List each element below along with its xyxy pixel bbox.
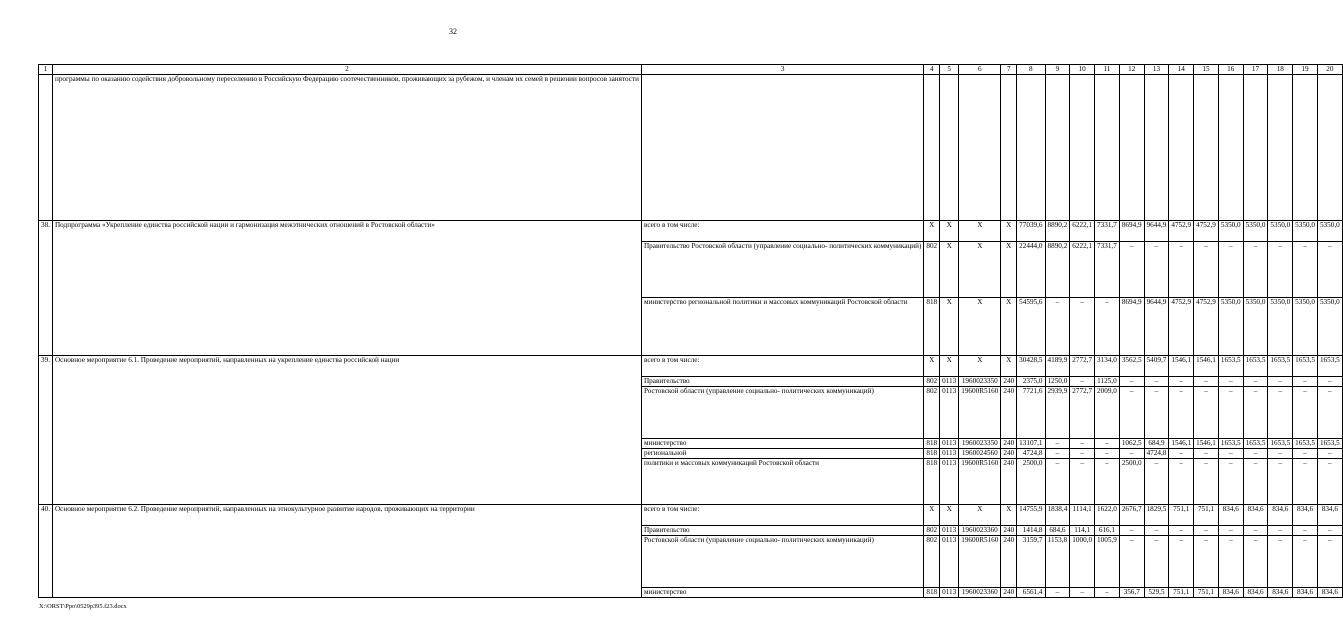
year-value-cell: 5350,0 (1317, 221, 1342, 242)
year-value-cell: – (1218, 526, 1243, 536)
vr-cell: 240 (1001, 439, 1017, 449)
vr-cell: X (1001, 356, 1017, 377)
vr-cell: 240 (1001, 459, 1017, 505)
year-value-cell: – (1169, 242, 1194, 298)
year-value-cell: 1653,5 (1268, 439, 1293, 449)
year-value-cell: 751,1 (1169, 588, 1194, 598)
year-value-cell: – (1243, 377, 1268, 387)
year-value-cell: – (1119, 387, 1144, 439)
rzpr-cell: X (940, 356, 959, 377)
year-value-cell: – (1070, 439, 1095, 449)
year-value-cell: – (1293, 526, 1318, 536)
year-value-cell: 3562,5 (1119, 356, 1144, 377)
year-value-cell: – (1095, 588, 1120, 598)
year-value-cell: – (1218, 242, 1243, 298)
column-number-row (39, 65, 1343, 75)
total-cell: 54595,6 (1017, 298, 1045, 356)
row-number-cell: 38. (39, 221, 53, 356)
year-value-cell: – (1317, 459, 1342, 505)
year-value-cell: 2676,7 (1119, 505, 1144, 526)
year-value-cell: 1653,5 (1317, 356, 1342, 377)
year-value-cell: – (1243, 387, 1268, 439)
column-number-3: 3 (641, 65, 923, 75)
year-value-cell: – (1317, 242, 1342, 298)
year-value-cell: 5350,0 (1218, 298, 1243, 356)
year-value-cell: 3134,0 (1095, 356, 1120, 377)
year-value-cell: – (1119, 377, 1144, 387)
year-value-cell: 4752,9 (1194, 298, 1219, 356)
year-value-cell: – (1169, 387, 1194, 439)
executor-cell: министерство региональной политики и массовых коммуникаций Ростовской области (641, 298, 923, 356)
rzpr-cell: 0113 (940, 377, 959, 387)
year-value-cell: – (1070, 298, 1095, 356)
year-value-cell: 2939,9 (1045, 387, 1070, 439)
total-cell: 14755,9 (1017, 505, 1045, 526)
year-value-cell: – (1243, 242, 1268, 298)
year-value-cell: – (1095, 459, 1120, 505)
year-value-cell: – (1218, 536, 1243, 588)
column-number-16: 16 (1218, 65, 1243, 75)
column-number-5: 5 (940, 65, 959, 75)
year-value-cell: 751,1 (1194, 588, 1219, 598)
year-value-cell: – (1144, 377, 1169, 387)
year-value-cell: 6222,1 (1070, 242, 1095, 298)
year-value-cell: – (1194, 536, 1219, 588)
year-value-cell: 5350,0 (1218, 221, 1243, 242)
grbs-cell: 802 (924, 526, 940, 536)
year-value-cell: 4752,9 (1194, 221, 1219, 242)
csr-cell: X (959, 356, 1001, 377)
year-value-cell: 1622,0 (1095, 505, 1120, 526)
grbs-cell: 818 (924, 459, 940, 505)
year-value-cell: – (1144, 536, 1169, 588)
csr-cell: X (959, 221, 1001, 242)
csr-cell: 1960023360 (959, 526, 1001, 536)
year-value-cell: 1838,4 (1045, 505, 1070, 526)
year-value-cell: – (1293, 242, 1318, 298)
year-value-cell: – (1194, 242, 1219, 298)
year-value-cell: 5409,7 (1144, 356, 1169, 377)
table-row (39, 356, 1343, 377)
year-value-cell: 7331,7 (1095, 221, 1120, 242)
year-value-cell: – (1169, 449, 1194, 459)
year-value-cell: – (1119, 526, 1144, 536)
csr-cell: X (959, 298, 1001, 356)
vr-cell: 240 (1001, 377, 1017, 387)
year-value-cell: – (1268, 387, 1293, 439)
year-value-cell: – (1293, 387, 1318, 439)
total-cell: 7721,6 (1017, 387, 1045, 439)
year-value-cell: – (1317, 377, 1342, 387)
total-cell: 2375,0 (1017, 377, 1045, 387)
vr-cell: 240 (1001, 536, 1017, 588)
year-value-cell: 684,6 (1045, 526, 1070, 536)
executor-cell: Правительство (641, 526, 923, 536)
year-value-cell: 1653,5 (1293, 356, 1318, 377)
year-value-cell: 834,6 (1218, 505, 1243, 526)
year-value-cell: 1653,5 (1268, 356, 1293, 377)
rzpr-cell: 0113 (940, 459, 959, 505)
year-value-cell: 4724,8 (1144, 449, 1169, 459)
vr-cell: X (1001, 242, 1017, 298)
year-value-cell: – (1194, 387, 1219, 439)
year-value-cell: – (1095, 449, 1120, 459)
rzpr-cell: 0113 (940, 526, 959, 536)
row-number-cell (39, 75, 53, 221)
total-cell: 3159,7 (1017, 536, 1045, 588)
year-value-cell: 356,7 (1119, 588, 1144, 598)
year-value-cell: 684,9 (1144, 439, 1169, 449)
total-cell: 2500,0 (1017, 459, 1045, 505)
total-cell: 13107,1 (1017, 439, 1045, 449)
year-value-cell: 834,6 (1293, 588, 1318, 598)
year-value-cell: – (1144, 526, 1169, 536)
year-value-cell: 1546,1 (1194, 356, 1219, 377)
year-value-cell: – (1144, 387, 1169, 439)
table-row (39, 75, 1343, 221)
year-value-cell: 834,6 (1268, 588, 1293, 598)
year-value-cell: – (1268, 526, 1293, 536)
year-value-cell: 1829,5 (1144, 505, 1169, 526)
year-value-cell: 8694,9 (1119, 221, 1144, 242)
executor-cell: Ростовской области (управление социально- политических коммуникаций) (641, 536, 923, 588)
year-value-cell: – (1218, 387, 1243, 439)
executor-cell: Правительство Ростовской области (управление социально- политических коммуникаций) (641, 242, 923, 298)
grbs-cell: X (924, 505, 940, 526)
row-number-cell: 39. (39, 356, 53, 505)
rzpr-cell: X (940, 505, 959, 526)
rzpr-cell: X (940, 298, 959, 356)
year-value-cell: 1250,0 (1045, 377, 1070, 387)
year-value-cell: – (1268, 536, 1293, 588)
year-value-cell: – (1268, 459, 1293, 505)
rzpr-cell: 0113 (940, 449, 959, 459)
column-number-2: 2 (52, 65, 641, 75)
csr-cell: 19600R5160 (959, 459, 1001, 505)
column-number-14: 14 (1169, 65, 1194, 75)
executor-cell: политики и массовых коммуникаций Ростовской области (641, 459, 923, 505)
year-value-cell: – (1070, 588, 1095, 598)
column-number-6: 6 (959, 65, 1001, 75)
rzpr-cell: 0113 (940, 536, 959, 588)
grbs-cell: X (924, 356, 940, 377)
year-value-cell: – (1268, 377, 1293, 387)
year-value-cell: 834,6 (1218, 588, 1243, 598)
year-value-cell: – (1169, 377, 1194, 387)
row-number-cell: 40. (39, 505, 53, 598)
year-value-cell: 1062,5 (1119, 439, 1144, 449)
year-value-cell: 6222,1 (1070, 221, 1095, 242)
table-row (39, 505, 1343, 526)
grbs-cell: 802 (924, 536, 940, 588)
total-cell: 30428,5 (1017, 356, 1045, 377)
grbs-cell: 818 (924, 439, 940, 449)
year-value-cell: 4189,9 (1045, 356, 1070, 377)
rzpr-cell: X (940, 221, 959, 242)
year-value-cell: 834,6 (1268, 505, 1293, 526)
vr-cell: 240 (1001, 449, 1017, 459)
grbs-cell: 818 (924, 449, 940, 459)
year-value-cell: – (1194, 526, 1219, 536)
year-value-cell: – (1095, 439, 1120, 449)
grbs-cell: 818 (924, 298, 940, 356)
year-value-cell: – (1293, 459, 1318, 505)
year-value-cell: – (1070, 377, 1095, 387)
year-value-cell: – (1169, 459, 1194, 505)
executor-cell (641, 75, 923, 221)
year-value-cell: – (1243, 536, 1268, 588)
year-value-cell: – (1119, 449, 1144, 459)
column-number-7: 7 (1001, 65, 1017, 75)
year-value-cell: – (1045, 459, 1070, 505)
year-value-cell: – (1070, 459, 1095, 505)
year-value-cell: 7331,7 (1095, 242, 1120, 298)
column-number-20: 20 (1317, 65, 1342, 75)
year-value-cell: 5350,0 (1293, 221, 1318, 242)
year-value-cell: 1546,1 (1194, 439, 1219, 449)
budget-table (38, 64, 1343, 598)
year-value-cell: – (1045, 439, 1070, 449)
executor-cell: всего в том числе: (641, 505, 923, 526)
total-cell: 22444,0 (1017, 242, 1045, 298)
program-name-cell: программы по оказанию содействия добровольному переселению в Российскую Федерацию соотечественников, проживающих за рубежом, и членам их семей в решении вопросов занятости (52, 75, 641, 221)
year-value-cell: 1546,1 (1169, 439, 1194, 449)
page-number: 32 (449, 27, 457, 36)
year-value-cell: – (1119, 536, 1144, 588)
year-value-cell: – (1144, 459, 1169, 505)
year-value-cell: 2772,7 (1070, 356, 1095, 377)
executor-cell: министерство (641, 588, 923, 598)
year-value-cell: 1114,1 (1070, 505, 1095, 526)
year-value-cell: – (1243, 526, 1268, 536)
table-row (39, 221, 1343, 242)
year-value-cell: 2500,0 (1119, 459, 1144, 505)
year-value-cell: – (1119, 242, 1144, 298)
total-cell: 1414,8 (1017, 526, 1045, 536)
year-value-cell: – (1317, 387, 1342, 439)
year-value-cell: – (1293, 377, 1318, 387)
year-value-cell: 5350,0 (1268, 298, 1293, 356)
executor-cell: всего в том числе: (641, 356, 923, 377)
year-value-cell: 8694,9 (1119, 298, 1144, 356)
vr-cell: X (1001, 221, 1017, 242)
vr-cell: 240 (1001, 588, 1017, 598)
year-value-cell: 5350,0 (1268, 221, 1293, 242)
executor-cell: Правительство (641, 377, 923, 387)
year-value-cell: – (1293, 536, 1318, 588)
year-value-cell: – (1317, 449, 1342, 459)
table-body (39, 75, 1343, 598)
column-number-11: 11 (1095, 65, 1120, 75)
year-value-cell: 1653,5 (1293, 439, 1318, 449)
year-value-cell: 1653,5 (1243, 439, 1268, 449)
total-cell: 6561,4 (1017, 588, 1045, 598)
program-name-cell: Основное мероприятие 6.2. Проведение мероприятий, направленных на этнокультурное развитие народов, проживающих на территории (52, 505, 641, 598)
grbs-cell: 802 (924, 387, 940, 439)
rzpr-cell: 0113 (940, 439, 959, 449)
year-value-cell: 834,6 (1243, 588, 1268, 598)
grbs-cell: 818 (924, 588, 940, 598)
year-value-cell: 834,6 (1293, 505, 1318, 526)
year-value-cell: – (1045, 588, 1070, 598)
year-value-cell: 1653,5 (1243, 356, 1268, 377)
column-number-19: 19 (1293, 65, 1318, 75)
program-name-cell: Подпрограмма «Укрепление единства российской нации и гармонизация межэтнических отношений в Ростовской области» (52, 221, 641, 356)
year-value-cell: 5350,0 (1243, 298, 1268, 356)
vr-cell: 240 (1001, 526, 1017, 536)
year-value-cell: 9644,9 (1144, 298, 1169, 356)
year-value-cell: – (1194, 377, 1219, 387)
year-value-cell: – (1169, 526, 1194, 536)
csr-cell: 19600R5160 (959, 536, 1001, 588)
year-value-cell: 834,6 (1317, 588, 1342, 598)
year-value-cell: 751,1 (1169, 505, 1194, 526)
year-value-cell: – (1070, 449, 1095, 459)
column-number-1: 1 (39, 65, 53, 75)
csr-cell: 1960024560 (959, 449, 1001, 459)
year-value-cell: 529,5 (1144, 588, 1169, 598)
program-name-cell: Основное мероприятие 6.1. Проведение мероприятий, направленных на укрепление единства российской нации (52, 356, 641, 505)
csr-cell: 1960023350 (959, 439, 1001, 449)
column-number-12: 12 (1119, 65, 1144, 75)
year-value-cell: – (1218, 459, 1243, 505)
year-value-cell: – (1317, 526, 1342, 536)
column-number-9: 9 (1045, 65, 1070, 75)
executor-cell: всего в том числе: (641, 221, 923, 242)
executor-cell: Ростовской области (управление социально- политических коммуникаций) (641, 387, 923, 439)
year-value-cell: 1125,0 (1095, 377, 1120, 387)
column-number-13: 13 (1144, 65, 1169, 75)
vr-cell: X (1001, 298, 1017, 356)
year-value-cell: 1005,9 (1095, 536, 1120, 588)
year-value-cell: 1000,0 (1070, 536, 1095, 588)
grbs-cell: 802 (924, 242, 940, 298)
year-value-cell: 1653,5 (1317, 439, 1342, 449)
rzpr-cell: X (940, 242, 959, 298)
year-value-cell: 1653,5 (1218, 439, 1243, 449)
year-value-cell: – (1218, 377, 1243, 387)
column-number-8: 8 (1017, 65, 1045, 75)
csr-cell: X (959, 505, 1001, 526)
csr-cell: 19600R5160 (959, 387, 1001, 439)
grbs-cell: X (924, 221, 940, 242)
year-value-cell: – (1243, 449, 1268, 459)
vr-cell: X (1001, 505, 1017, 526)
year-value-cell: 8890,2 (1045, 242, 1070, 298)
year-value-cell: 4752,9 (1169, 221, 1194, 242)
year-value-cell: – (1218, 449, 1243, 459)
vr-cell: 240 (1001, 387, 1017, 439)
year-value-cell: 751,1 (1194, 505, 1219, 526)
grbs-cell: 802 (924, 377, 940, 387)
year-value-cell: – (1268, 449, 1293, 459)
year-value-cell: – (1194, 449, 1219, 459)
column-number-18: 18 (1268, 65, 1293, 75)
total-cell: 4724,8 (1017, 449, 1045, 459)
year-value-cell: 834,6 (1243, 505, 1268, 526)
csr-cell: 1960023350 (959, 377, 1001, 387)
year-value-cell: 5350,0 (1317, 298, 1342, 356)
year-value-cell: 616,1 (1095, 526, 1120, 536)
csr-cell: X (959, 242, 1001, 298)
year-value-cell: 5350,0 (1243, 221, 1268, 242)
year-value-cell: 834,6 (1317, 505, 1342, 526)
executor-cell: региональной (641, 449, 923, 459)
csr-cell: 1960023360 (959, 588, 1001, 598)
total-cell: 77039,6 (1017, 221, 1045, 242)
year-value-cell: 4752,9 (1169, 298, 1194, 356)
rzpr-cell: 0113 (940, 588, 959, 598)
year-value-cell: – (1293, 449, 1318, 459)
year-value-cell: – (1095, 298, 1120, 356)
column-number-10: 10 (1070, 65, 1095, 75)
year-value-cell: – (1194, 459, 1219, 505)
year-value-cell: – (1268, 242, 1293, 298)
column-number-4: 4 (924, 65, 940, 75)
year-value-cell: 1653,5 (1218, 356, 1243, 377)
file-path-footer: X:\ORST\Ppo\0529p395.f23.docx (39, 603, 127, 610)
year-value-cell: 8890,2 (1045, 221, 1070, 242)
year-value-cell: – (1045, 449, 1070, 459)
executor-cell: министерство (641, 439, 923, 449)
year-value-cell: – (1169, 536, 1194, 588)
year-value-cell: – (1317, 536, 1342, 588)
year-value-cell: 1153,8 (1045, 536, 1070, 588)
year-value-cell: 5350,0 (1293, 298, 1318, 356)
year-value-cell: 9644,9 (1144, 221, 1169, 242)
year-value-cell: – (1243, 459, 1268, 505)
column-number-17: 17 (1243, 65, 1268, 75)
column-number-15: 15 (1194, 65, 1219, 75)
year-value-cell: – (1045, 298, 1070, 356)
year-value-cell: – (1144, 242, 1169, 298)
year-value-cell: 2772,7 (1070, 387, 1095, 439)
rzpr-cell: 0113 (940, 387, 959, 439)
year-value-cell: 114,1 (1070, 526, 1095, 536)
year-value-cell: 1546,1 (1169, 356, 1194, 377)
year-value-cell: 2009,0 (1095, 387, 1120, 439)
